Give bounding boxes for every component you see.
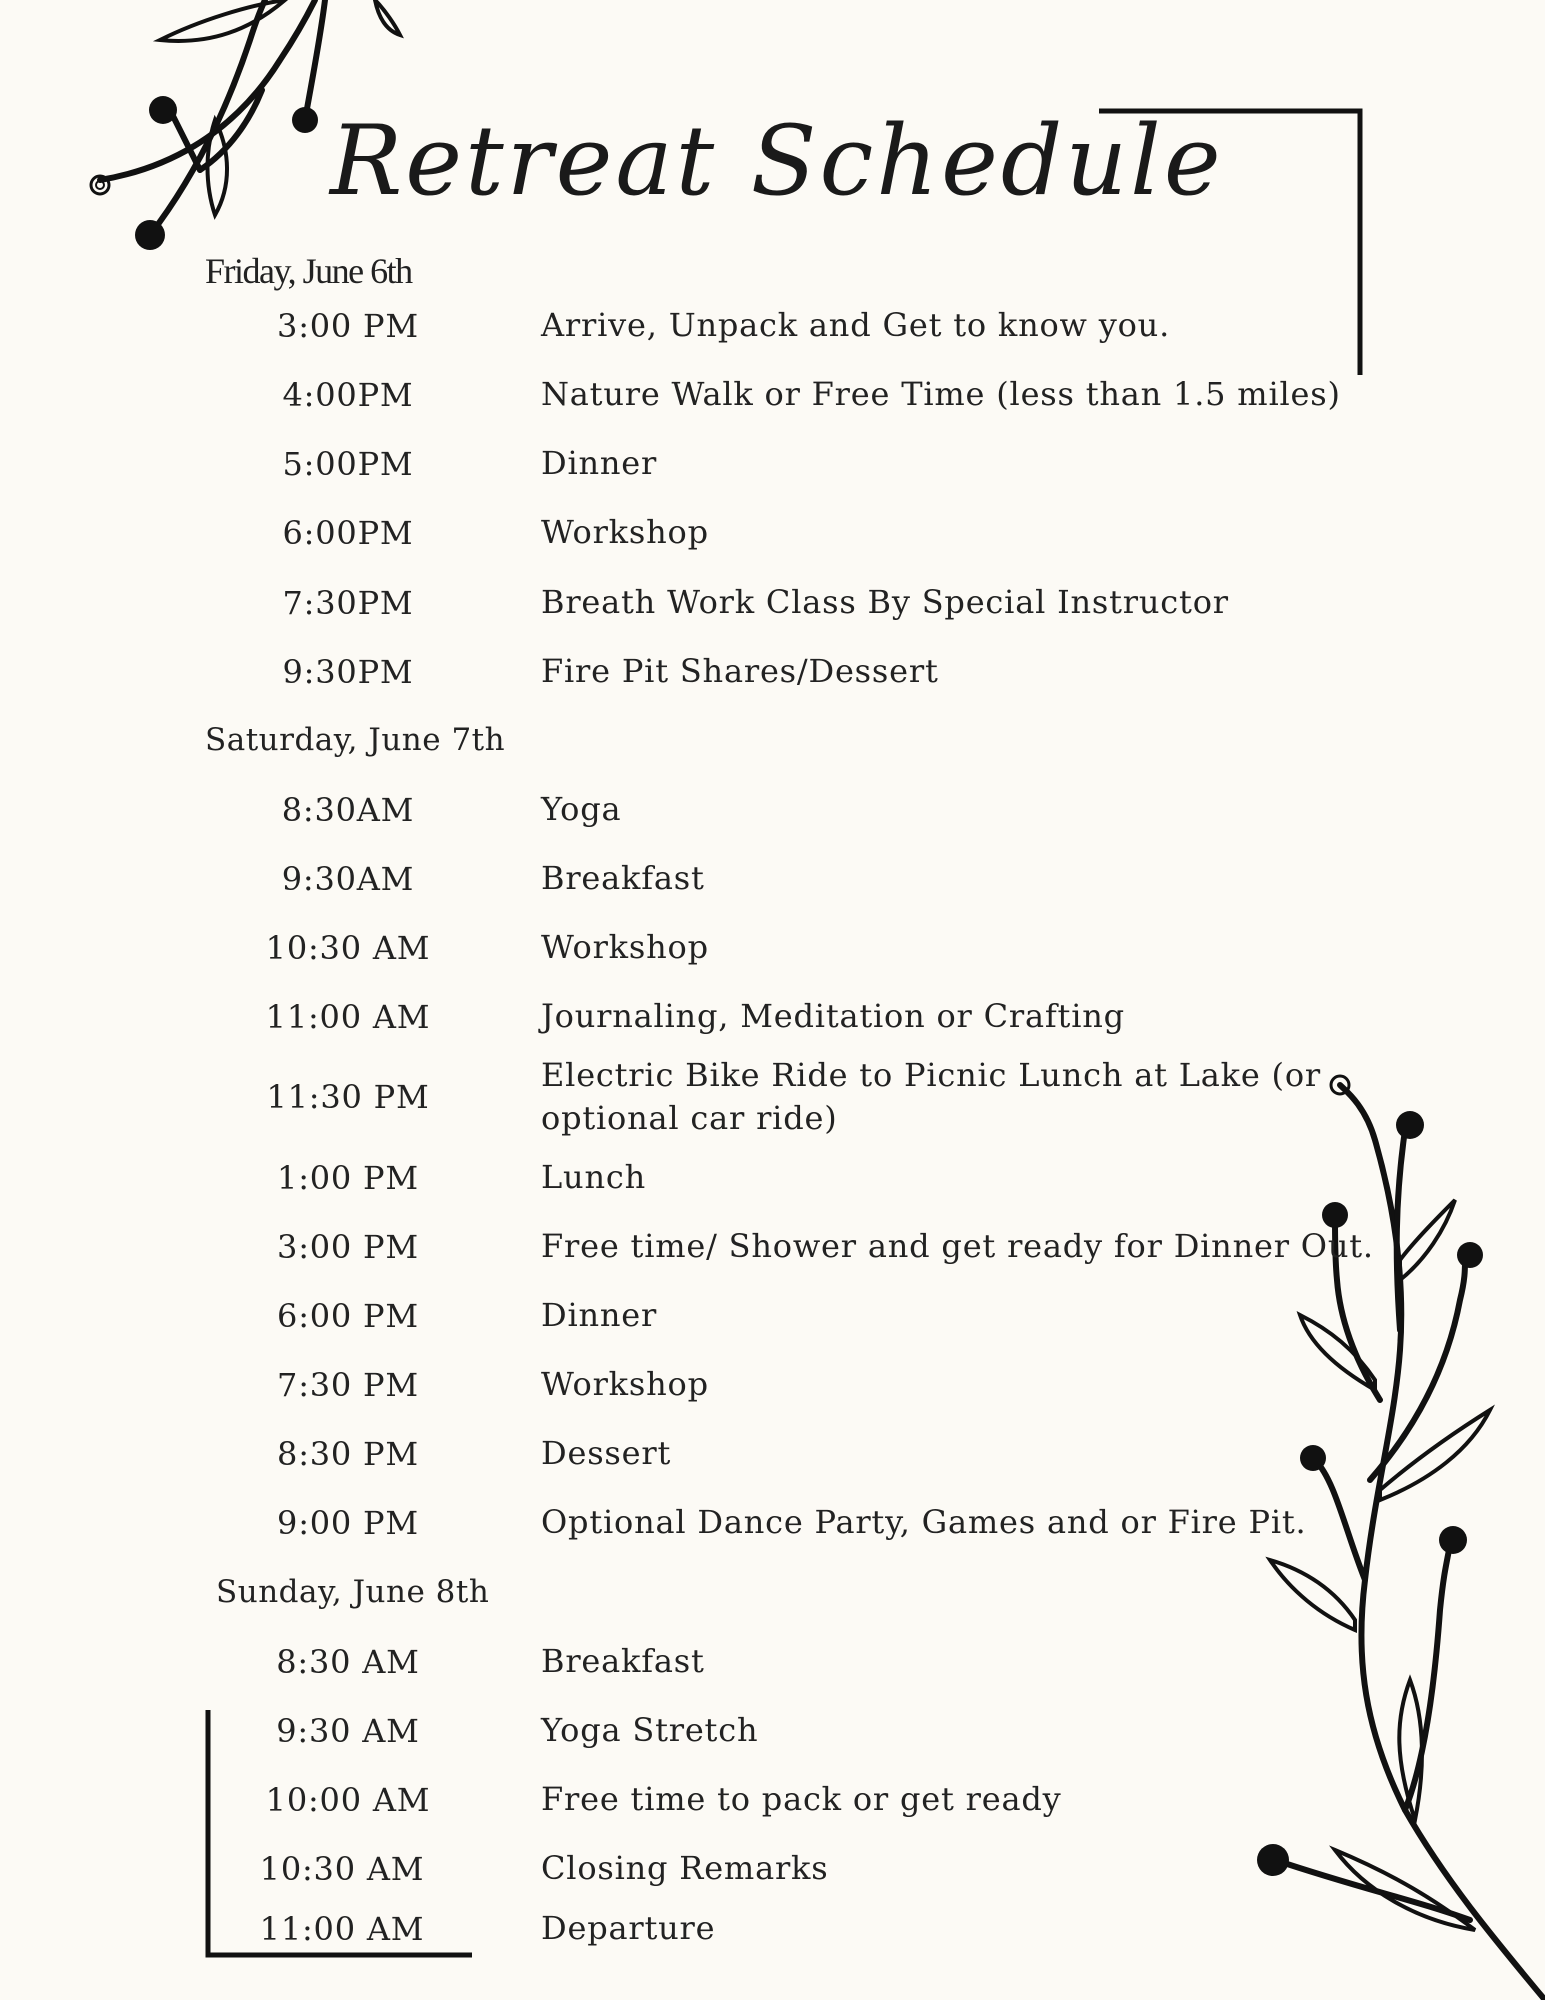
schedule-activity: Dinner: [541, 444, 658, 482]
schedule-activity: Journaling, Meditation or Crafting: [541, 997, 1125, 1035]
schedule-time: 9:30PM: [282, 653, 414, 691]
schedule-time: 8:30 AM: [276, 1643, 420, 1681]
schedule-time: 3:00 PM: [277, 307, 419, 345]
schedule-time: 9:30AM: [281, 860, 415, 898]
schedule-activity: Breath Work Class By Special Instructor: [541, 583, 1229, 621]
schedule-time: 11:00 AM: [265, 998, 431, 1036]
schedule-time: 5:00PM: [282, 445, 414, 483]
schedule-activity: Lunch: [541, 1158, 646, 1196]
schedule-time: 4:00PM: [282, 376, 414, 414]
schedule-activity: Free time to pack or get ready: [541, 1780, 1062, 1818]
schedule-activity: Free time/ Shower and get ready for Dinner Out.: [541, 1227, 1374, 1265]
schedule-activity: Departure: [541, 1909, 716, 1947]
schedule-activity: Dessert: [541, 1434, 672, 1472]
schedule-time: 9:00 PM: [277, 1504, 419, 1542]
day-heading-saturday: Saturday, June 7th: [205, 722, 506, 758]
schedule-activity: Arrive, Unpack and Get to know you.: [541, 306, 1171, 344]
schedule-time: 9:30 AM: [276, 1712, 420, 1750]
schedule-activity: Yoga: [541, 790, 622, 828]
schedule-time: 10:00 AM: [265, 1781, 431, 1819]
schedule-time: 10:30 AM: [259, 1850, 425, 1888]
schedule-activity: Electric Bike Ride to Picnic Lunch at Lake (or optional car ride): [541, 1056, 1321, 1137]
day-heading-sunday: Sunday, June 8th: [216, 1574, 490, 1610]
schedule-time: 6:00 PM: [277, 1297, 419, 1335]
schedule-time: 8:30 PM: [277, 1435, 419, 1473]
schedule-time: 3:00 PM: [277, 1228, 419, 1266]
schedule-activity: Breakfast: [541, 1642, 705, 1680]
schedule-activity: Workshop: [541, 1365, 709, 1403]
schedule-time: 7:30 PM: [277, 1366, 419, 1404]
schedule-time: 1:00 PM: [277, 1159, 419, 1197]
schedule-activity: Optional Dance Party, Games and or Fire Pit.: [541, 1503, 1307, 1541]
schedule-time: 8:30AM: [281, 791, 415, 829]
schedule-time: 7:30PM: [282, 584, 414, 622]
schedule-activity: Nature Walk or Free Time (less than 1.5 miles): [541, 375, 1341, 413]
page-title: Retreat Schedule: [330, 105, 1224, 217]
schedule-activity: Workshop: [541, 513, 709, 551]
schedule-activity: Closing Remarks: [541, 1849, 829, 1887]
schedule-activity: Fire Pit Shares/Dessert: [541, 652, 939, 690]
schedule-time: 6:00PM: [282, 514, 414, 552]
schedule-time: 11:00 AM: [259, 1910, 425, 1948]
schedule-activity: Workshop: [541, 928, 709, 966]
day-heading-friday: Friday, June 6th: [205, 251, 412, 291]
schedule-time: 10:30 AM: [265, 929, 431, 967]
schedule-time: 11:30 PM: [266, 1078, 430, 1116]
schedule-activity: Dinner: [541, 1296, 658, 1334]
schedule-activity: Yoga Stretch: [541, 1711, 759, 1749]
schedule-activity: Breakfast: [541, 859, 705, 897]
